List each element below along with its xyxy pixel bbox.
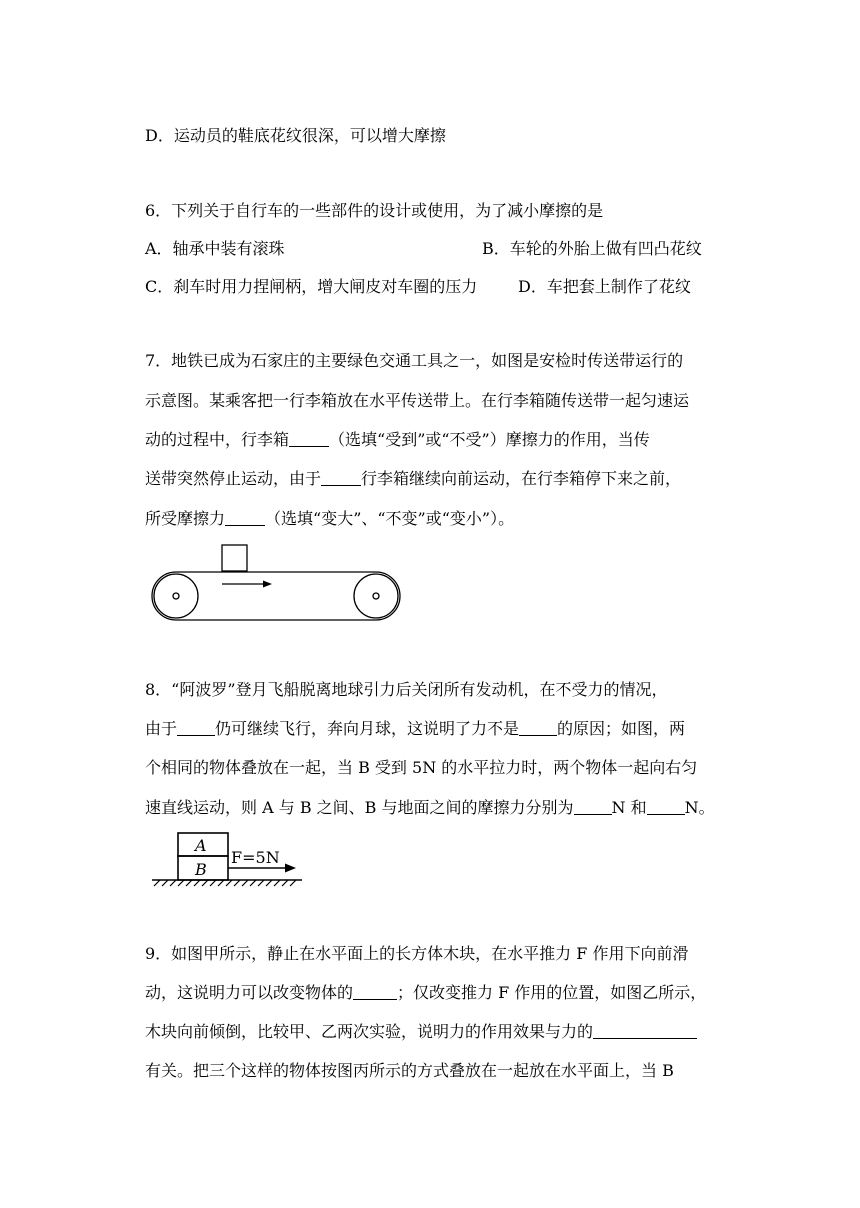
q8-line-2-text-b: 仍可继续飞行，奔向月球，这说明了力不是 [215, 719, 520, 738]
q7-line-5-text-a: 所受摩擦力 [145, 509, 226, 528]
q9-line-2-text-b: ；仅改变推力 F 作用的位置，如图乙所示， [397, 983, 707, 1002]
q8-blank-4[interactable] [647, 798, 685, 815]
q8-blank-1[interactable] [177, 719, 215, 736]
q6-option-b: B．车轮的外胎上做有凹凸花纹 [482, 239, 702, 258]
luggage-box [222, 545, 247, 571]
q7-line-1: 7．地铁已成为石家庄的主要绿色交通工具之一，如图是安检时传送带运行的 [145, 351, 684, 370]
q6-option-a: A．轴承中装有滚珠 [145, 239, 285, 258]
force-label: F=5N [231, 848, 280, 867]
q7-line-5 [145, 509, 514, 529]
q8-line-2-text-c: 的原因；如图，两 [557, 719, 686, 738]
q9-blank-1[interactable] [353, 983, 397, 1000]
q7-blank-1[interactable] [289, 430, 329, 447]
right-pulley-hub [373, 593, 379, 599]
q7-line-3-text-a: 动的过程中，行李箱 [145, 430, 290, 449]
q6-option-c: C．刹车时用力捏闸柄，增大闸皮对车圈的压力 [145, 277, 478, 296]
q8-line-1: 8．“阿波罗”登月飞船脱离地球引力后关闭所有发动机，在不受力的情况， [145, 680, 668, 699]
q7-line-4 [145, 469, 681, 489]
q8-line-4-text-a: 速直线运动，则 A 与 B 之间、B 与地面之间的摩擦力分别为 [145, 798, 574, 817]
q8-line-4-text-b: N 和 [611, 798, 647, 817]
stacked-blocks-figure [150, 828, 310, 890]
q7-blank-3[interactable] [225, 509, 265, 526]
q7-line-5-text-b: （选填“变大”、“不变”或“变小”）。 [265, 509, 515, 528]
q9-line-1: 9．如图甲所示，静止在水平面上的长方体木块，在水平推力 F 作用下向前滑 [145, 944, 689, 963]
block-b-label: B [195, 860, 207, 879]
q8-line-3: 个相同的物体叠放在一起，当 B 受到 5N 的水平拉力时，两个物体一起向右匀 [145, 758, 698, 777]
q8-line-2-text-a: 由于 [145, 719, 178, 738]
force-arrowhead [285, 864, 296, 873]
right-pulley [354, 574, 398, 618]
conveyor-belt-figure [150, 540, 402, 624]
q8-line-2 [145, 719, 685, 739]
q8-blank-2[interactable] [519, 719, 557, 736]
q7-line-2: 示意图。某乘客把一行李箱放在水平传送带上。在行李箱随传送带一起匀速运 [145, 391, 690, 410]
q6-stem: 6．下列关于自行车的一些部件的设计或使用，为了减小摩擦的是 [145, 201, 604, 220]
q7-blank-2[interactable] [321, 469, 361, 486]
q8-line-4-text-c: N。 [684, 798, 715, 817]
q9-line-4: 有关。把三个这样的物体按图丙所示的方式叠放在一起放在水平面上，当 B [145, 1061, 674, 1080]
q6-option-d: D．车把套上制作了花纹 [518, 277, 691, 296]
q7-line-3 [145, 430, 650, 450]
q7-line-4-text-a: 送带突然停止运动，由于 [145, 469, 322, 488]
left-pulley [154, 574, 198, 618]
q7-line-3-text-b: （选填“受到”或“不受”）摩擦力的作用，当传 [329, 430, 650, 449]
motion-arrowhead [263, 581, 272, 588]
q8-blank-3[interactable] [574, 798, 612, 815]
q9-blank-2[interactable] [593, 1022, 697, 1039]
q5-option-d: D．运动员的鞋底花纹很深，可以增大摩擦 [145, 126, 446, 145]
q7-line-4-text-b: 行李箱继续向前运动，在行李箱停下来之前， [361, 469, 682, 488]
q9-line-3-text-a: 木块向前倾倒，比较甲、乙两次实验，说明力的作用效果与力的 [145, 1022, 594, 1041]
block-a-label: A [195, 836, 207, 855]
q9-line-2-text-a: 动，这说明力可以改变物体的 [145, 983, 354, 1002]
q8-line-4 [145, 798, 715, 818]
left-pulley-hub [173, 593, 179, 599]
q9-line-3 [145, 1022, 697, 1042]
q9-line-2 [145, 983, 706, 1003]
